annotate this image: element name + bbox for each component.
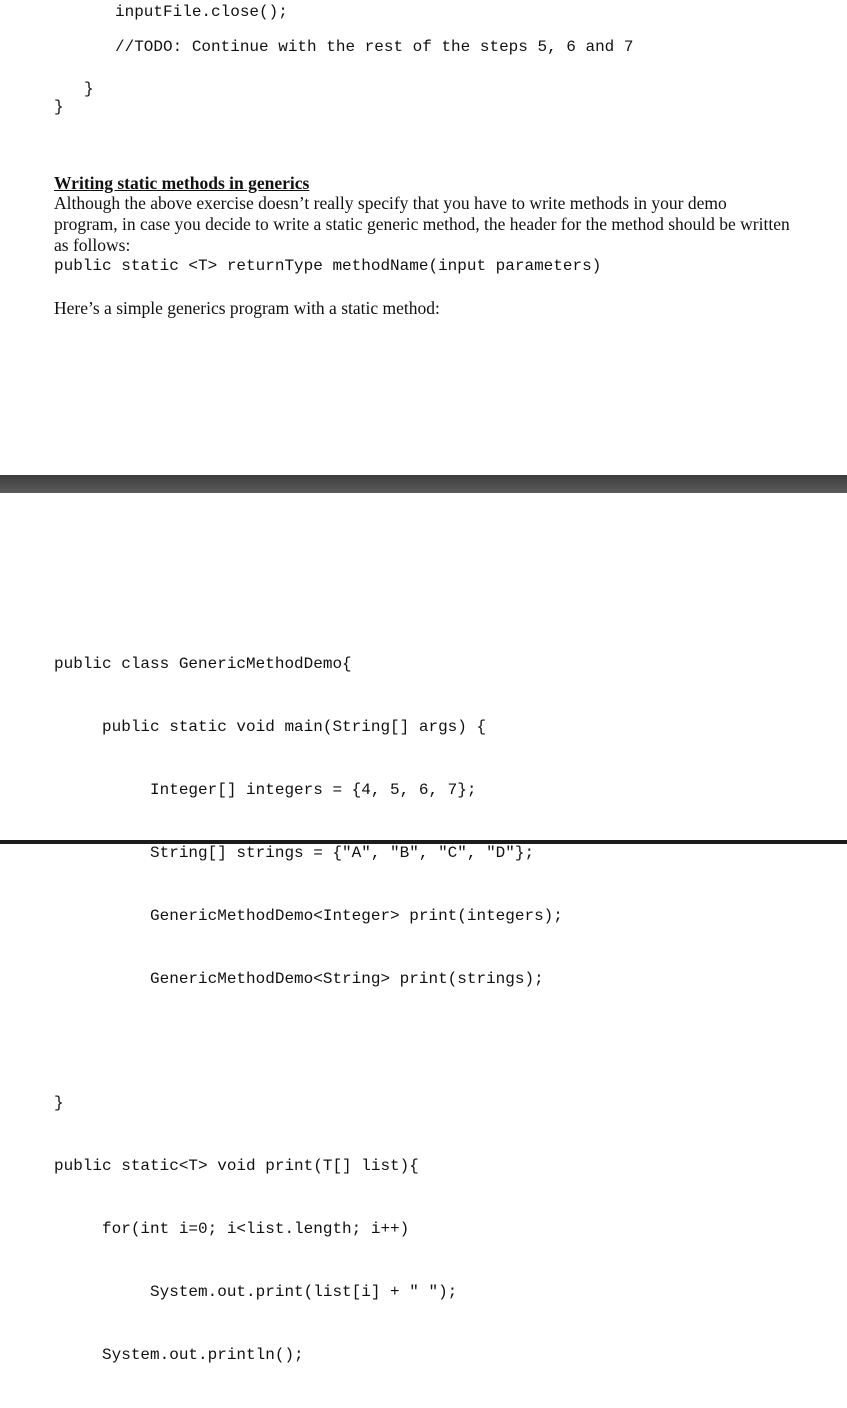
code-line: public static<T> void print(T[] list){ <box>54 1157 419 1175</box>
document-page-2 <box>0 493 847 1364</box>
code-line: public static void main(String[] args) { <box>54 718 487 736</box>
section-heading: Writing static methods in generics <box>54 173 310 193</box>
code-line: } <box>54 1094 64 1112</box>
page-bottom-edge <box>0 840 847 844</box>
code-line: GenericMethodDemo<Integer> print(integers); <box>54 907 563 925</box>
code-line: System.out.print(list[i] + " "); <box>54 1283 458 1301</box>
method-header-code: public static <T> returnType methodName(input parameters) <box>54 257 602 275</box>
page-separator <box>0 475 847 493</box>
program-code-block <box>54 612 563 1408</box>
code-line-close: inputFile.close(); <box>115 3 288 21</box>
code-line <box>54 1032 563 1051</box>
code-brace-inner: } <box>84 80 94 98</box>
document-page-1 <box>0 0 847 475</box>
code-line-todo: //TODO: Continue with the rest of the steps 5, 6 and 7 <box>115 38 634 56</box>
code-line: for(int i=0; i<list.length; i++) <box>54 1220 410 1238</box>
code-brace-outer: } <box>54 98 64 116</box>
code-line: Integer[] integers = {4, 5, 6, 7}; <box>54 781 477 799</box>
section-paragraph: Although the above exercise doesn’t really specify that you have to write methods in your demo program, in case you decide to write a static generic method, the header for the method should be written as follows: <box>54 193 790 255</box>
code-line: public class GenericMethodDemo{ <box>54 655 352 673</box>
code-line: String[] strings = {"A", "B", "C", "D"}; <box>54 844 535 862</box>
intro-text: Here’s a simple generics program with a static method: <box>54 298 440 318</box>
code-line: GenericMethodDemo<String> print(strings); <box>54 970 544 988</box>
code-line: System.out.println(); <box>54 1346 304 1364</box>
